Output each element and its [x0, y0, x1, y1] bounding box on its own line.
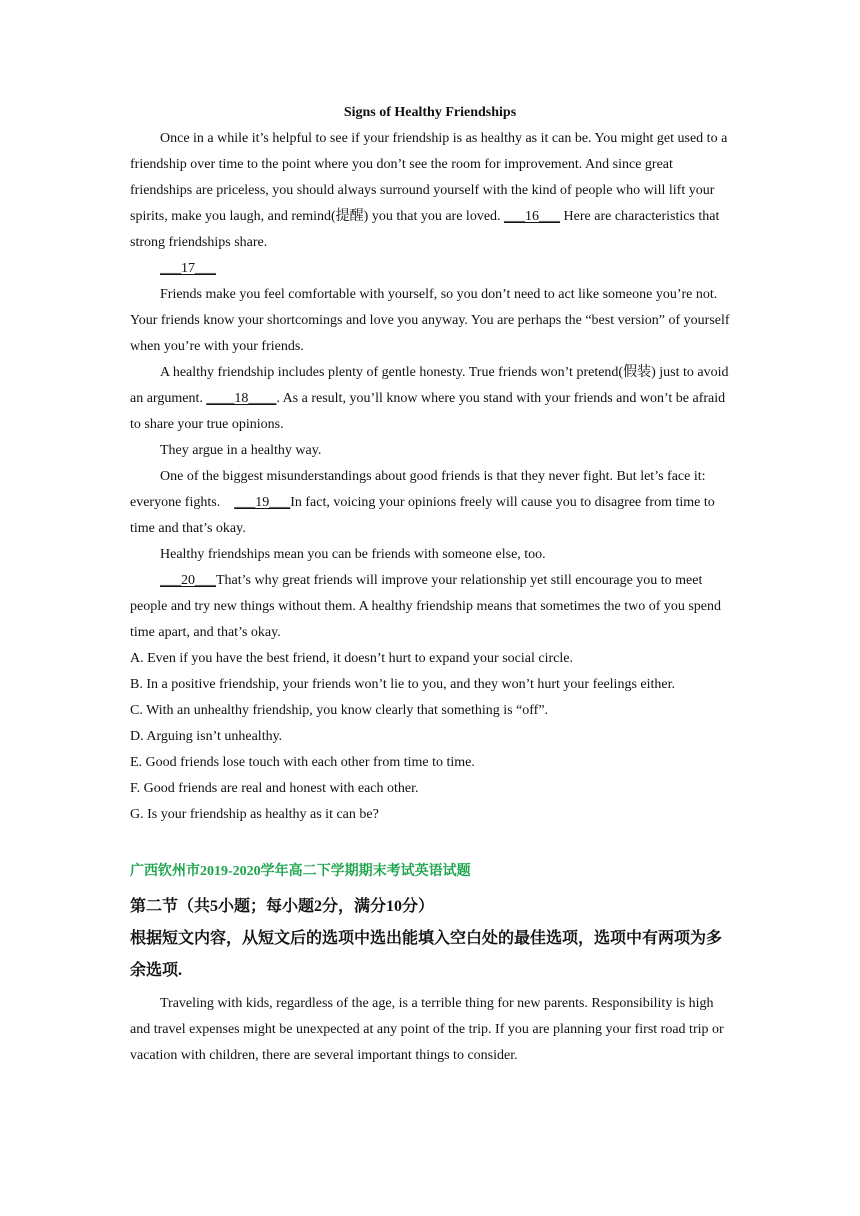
paragraph-intro — [130, 126, 730, 256]
option-c: C. With an unhealthy friendship, you know clearly that something is “off”. — [130, 703, 549, 718]
source-line: 广西钦州市2019-2020学年高二下学期期末考试英语试题 — [130, 864, 471, 879]
paragraph-intro-after: Here are characteristics that strong friendships share. — [130, 209, 720, 250]
option-d: D. Arguing isn’t unhealthy. — [130, 729, 283, 744]
option-f: F. Good friends are real and honest with each other. — [130, 781, 419, 796]
blank-16: ___16___ — [504, 209, 561, 224]
paragraph-honesty — [130, 360, 730, 438]
paragraph-argue — [130, 464, 730, 542]
option-b: B. In a positive friendship, your friends won’t lie to you, and they won’t hurt your feelings either. — [130, 677, 675, 692]
blank-17: ___17___ — [160, 261, 216, 276]
paragraph-traveling: Traveling with kids, regardless of the age, is a terrible thing for new parents. Responsibility is high and travel expenses might be unexpected at any point of the trip. If you are planning your first road trip or vacation with children, there are several important things to consider. — [130, 996, 724, 1063]
paragraph-honesty-before: A healthy friendship includes plenty of gentle honesty. True friends won’t pretend(假装) just to avoid an argument. — [130, 365, 729, 406]
passage-title: Signs of Healthy Friendships — [343, 105, 517, 120]
heading-argue: They argue in a healthy way. — [160, 443, 322, 458]
paragraph-social-after: That’s why great friends will improve your relationship yet still encourage you to meet people and try new things without them. A healthy friendship means that sometimes the two of you spend time apart, and that’s okay. — [130, 573, 722, 640]
paragraph-argue-before: One of the biggest misunderstandings about good friends is that they never fight. But let’s face it: everyone fights. — [130, 469, 710, 510]
section-heading: 第二节（共5小题；每小题2分，满分10分） — [130, 898, 435, 915]
blank-19: ___19___ — [234, 495, 291, 510]
paragraph-social — [130, 568, 730, 646]
option-g: G. Is your friendship as healthy as it can be? — [130, 807, 379, 822]
paragraph-honesty-after: . As a result, you’ll know where you stand with your friends and won’t be afraid to share your true opinions. — [130, 391, 726, 432]
blank-17-line — [130, 256, 730, 282]
paragraph-argue-after: In fact, voicing your opinions freely will cause you to disagree from time to time and that’s okay. — [130, 495, 715, 536]
option-e: E. Good friends lose touch with each other from time to time. — [130, 755, 475, 770]
option-a: A. Even if you have the best friend, it doesn’t hurt to expand your social circle. — [130, 651, 573, 666]
paragraph-comfortable: Friends make you feel comfortable with yourself, so you don’t need to act like someone you’re not. Your friends know your shortcomings and love you anyway. You are perhaps the “best version” of yourself when you’re with your friends. — [130, 287, 730, 354]
heading-friends: Healthy friendships mean you can be friends with someone else, too. — [160, 547, 546, 562]
instruction-text: 根据短文内容，从短文后的选项中选出能填入空白处的最佳选项，选项中有两项为多余选项. — [130, 930, 723, 979]
blank-20: ___20___ — [160, 573, 216, 588]
paragraph-intro-text: Once in a while it’s helpful to see if your friendship is as healthy as it can be. You might get used to a friendship over time to the point where you don’t see the room for improvement. And since great friendships are priceless, you should always surround yourself with the kind of people who will lift your spirits, make you laugh, and remind(提醒) you that you are loved. — [130, 131, 728, 224]
document-page — [130, 100, 730, 1069]
options-list — [130, 646, 730, 828]
blank-18: ____18____ — [206, 391, 277, 406]
